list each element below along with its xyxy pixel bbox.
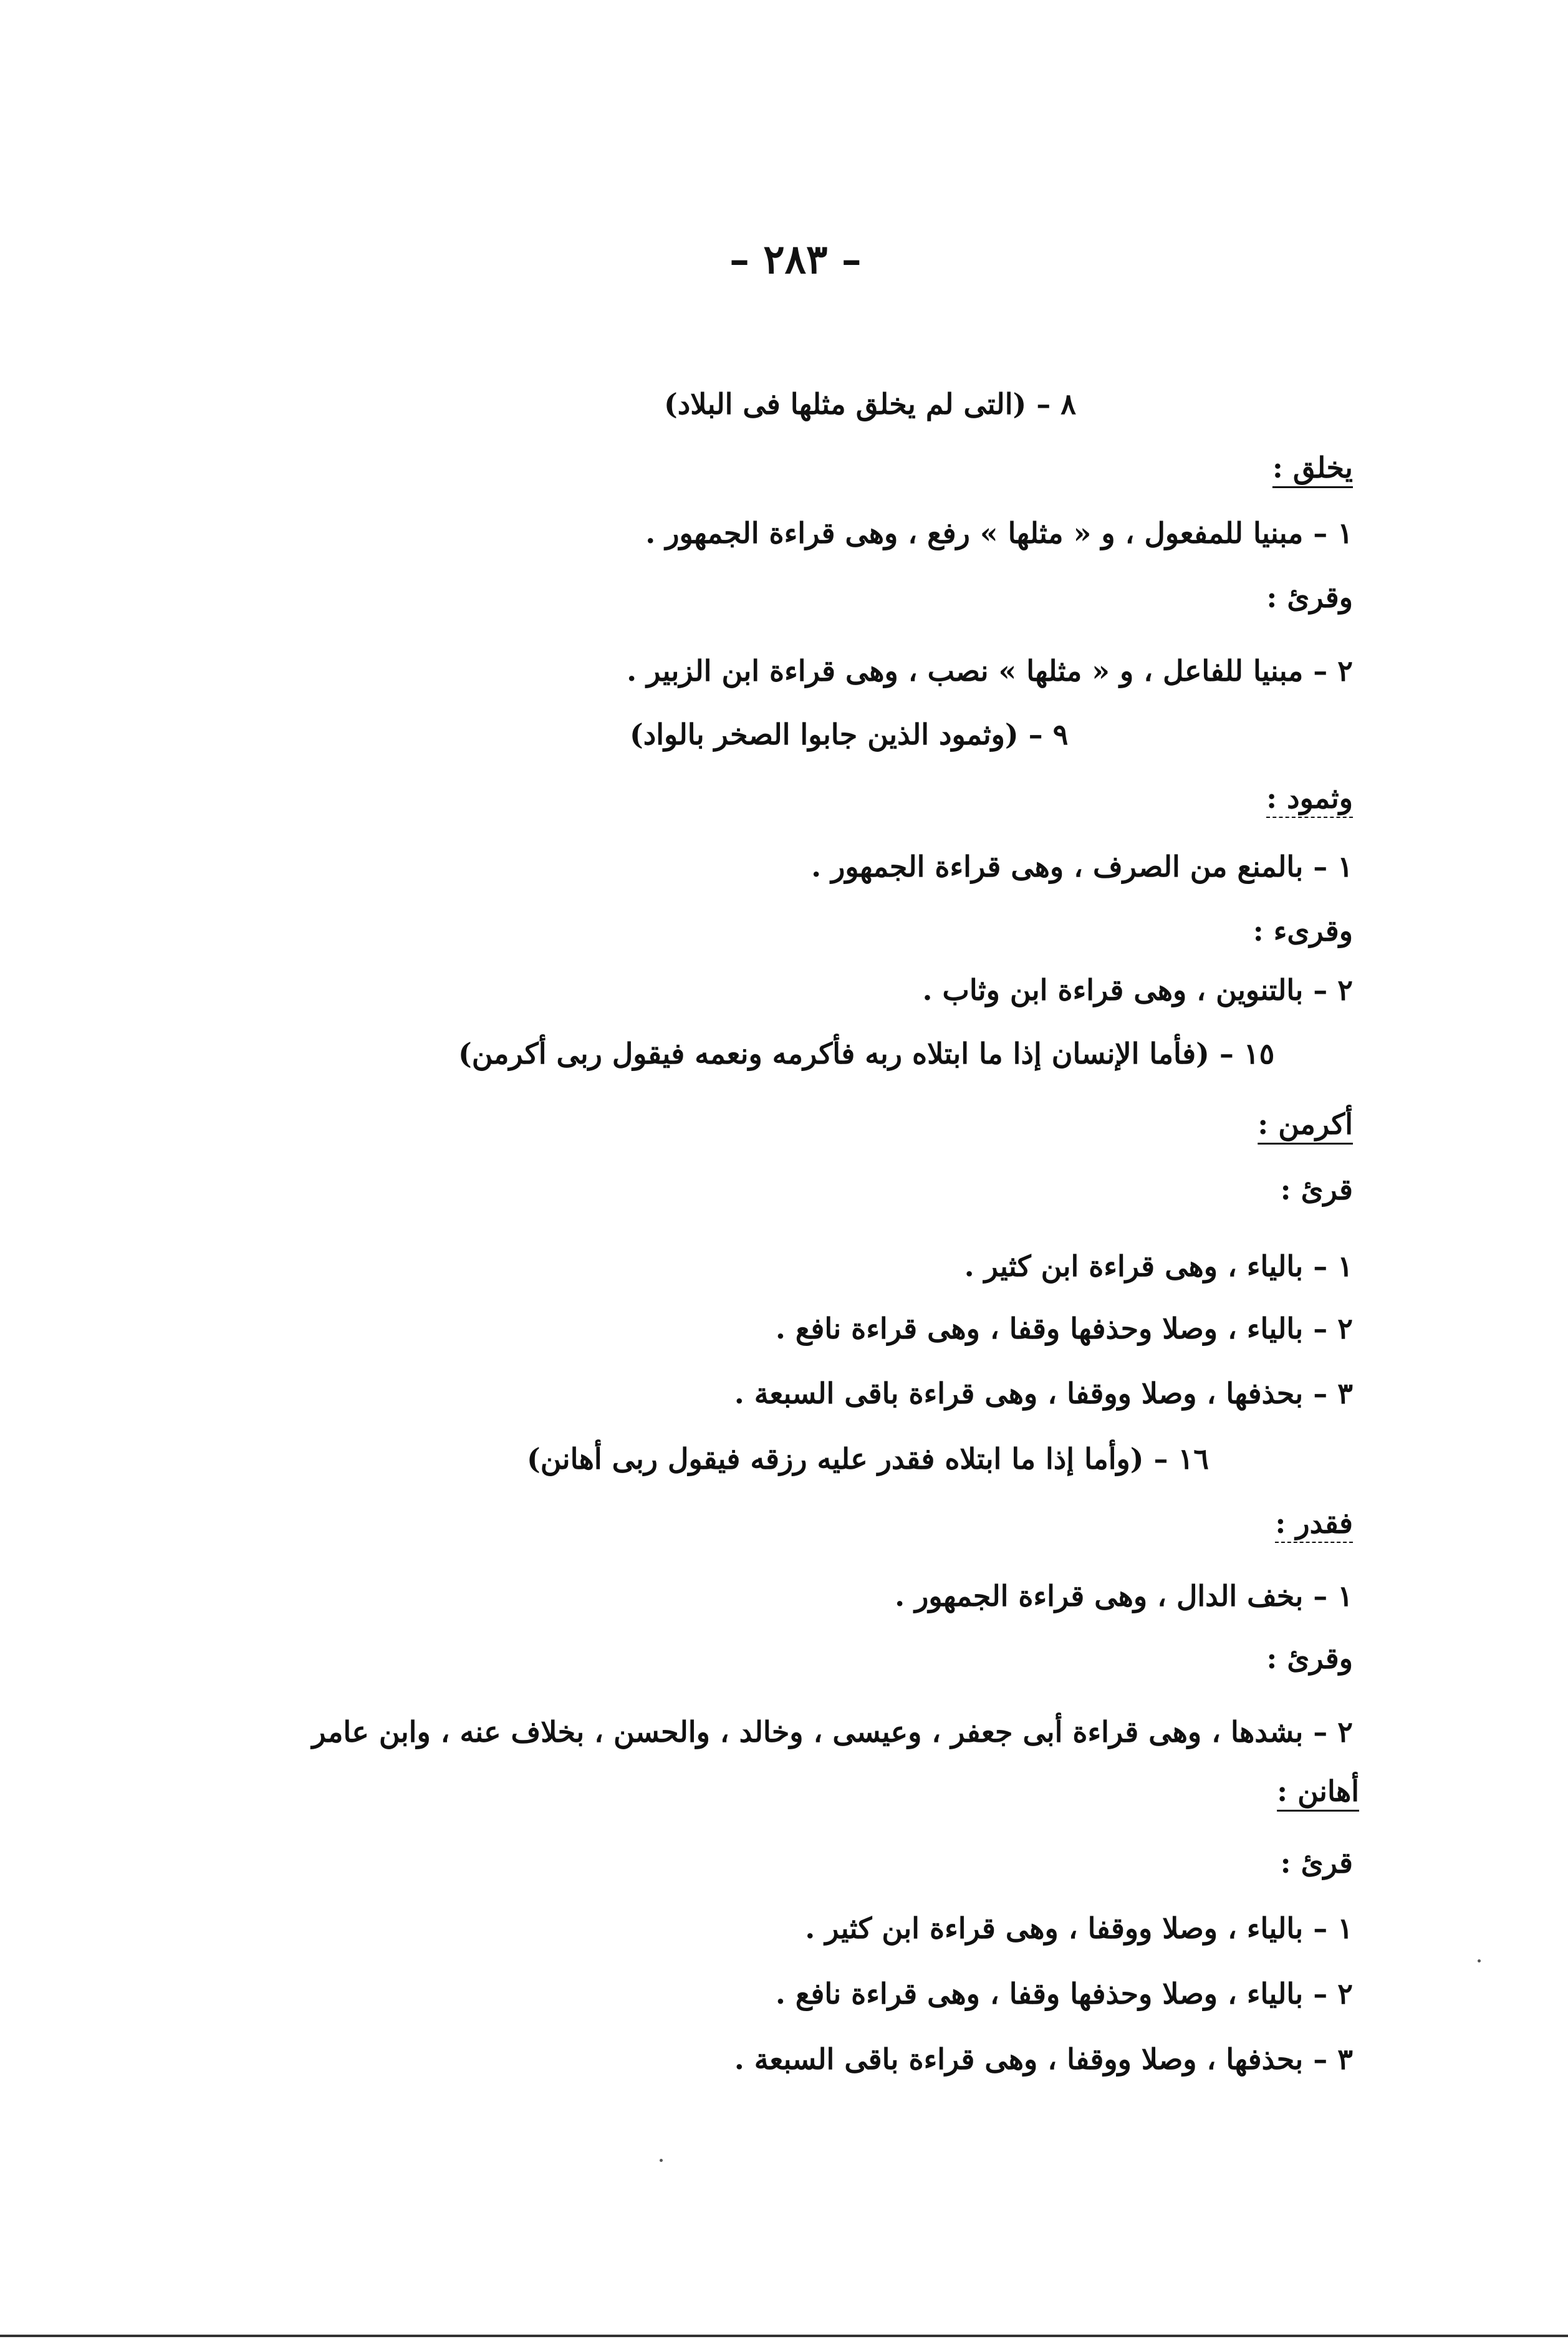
reading-yukhlaq-1: ١ – مبنيا للمفعول ، و « مثلها » رفع ، وهى قراءة الجمهور . — [645, 516, 1353, 550]
reading-faqadar-2: ٢ – بشدها ، وهى قراءة أبى جعفر ، وعيسى ، وخالد ، والحسن ، بخلاف عنه ، وابن عامر — [312, 1715, 1353, 1749]
reading-ahanan-1: ١ – بالياء ، وصلا ووقفا ، وهى قراءة ابن كثير . — [805, 1911, 1353, 1945]
wa-quri-3: وقرئ : — [1266, 1641, 1353, 1675]
quri-2: قرئ : — [1280, 1846, 1353, 1880]
verse-8: ٨ – (التى لم يخلق مثلها فى البلاد) — [664, 387, 1076, 421]
reading-akraman-2: ٢ – بالياء ، وصلا وحذفها وقفا ، وهى قراءة نافع . — [775, 1312, 1353, 1345]
reading-ahanan-2: ٢ – بالياء ، وصلا وحذفها وقفا ، وهى قراءة نافع . — [775, 1977, 1353, 2010]
heading-thamud: وثمود : — [1266, 781, 1353, 815]
reading-ahanan-3: ٣ – بحذفها ، وصلا ووقفا ، وهى قراءة باقى السبعة . — [734, 2042, 1353, 2076]
heading-akraman: أكرمن : — [1258, 1107, 1353, 1141]
reading-faqadar-1: ١ – بخف الدال ، وهى قراءة الجمهور . — [895, 1579, 1353, 1613]
heading-faqadar: فقدر : — [1275, 1506, 1353, 1540]
wa-quri-1: وقرئ : — [1266, 580, 1353, 614]
heading-yukhlaq: يخلق : — [1272, 451, 1353, 484]
reading-yukhlaq-2: ٢ – مبنيا للفاعل ، و « مثلها » نصب ، وهى قراءة ابن الزبير . — [627, 654, 1353, 688]
wa-quri-2: وقرىء : — [1253, 914, 1353, 948]
page-number: – ٢٨٣ – — [729, 236, 862, 283]
page-bottom-rule — [0, 2335, 1568, 2337]
verse-9: ٩ – (وثمود الذين جابوا الصخر بالواد) — [630, 718, 1069, 751]
scan-speck — [660, 2159, 663, 2162]
reading-thamud-1: ١ – بالمنع من الصرف ، وهى قراءة الجمهور . — [811, 850, 1353, 883]
verse-16: ١٦ – (وأما إذا ما ابتلاه فقدر عليه رزقه فيقول ربى أهانن) — [527, 1442, 1209, 1476]
heading-ahanan: أهانن : — [1277, 1774, 1359, 1808]
reading-thamud-2: ٢ – بالتنوين ، وهى قراءة ابن وثاب . — [922, 973, 1353, 1007]
reading-akraman-3: ٣ – بحذفها ، وصلا ووقفا ، وهى قراءة باقى السبعة . — [734, 1376, 1353, 1410]
verse-15: ١٥ – (فأما الإنسان إذا ما ابتلاه ربه فأكرمه ونعمه فيقول ربى أكرمن) — [458, 1037, 1275, 1070]
scan-speck — [1478, 1959, 1481, 1962]
reading-akraman-1: ١ – بالياء ، وهى قراءة ابن كثير . — [964, 1249, 1353, 1283]
quri-1: قرئ : — [1280, 1173, 1353, 1206]
